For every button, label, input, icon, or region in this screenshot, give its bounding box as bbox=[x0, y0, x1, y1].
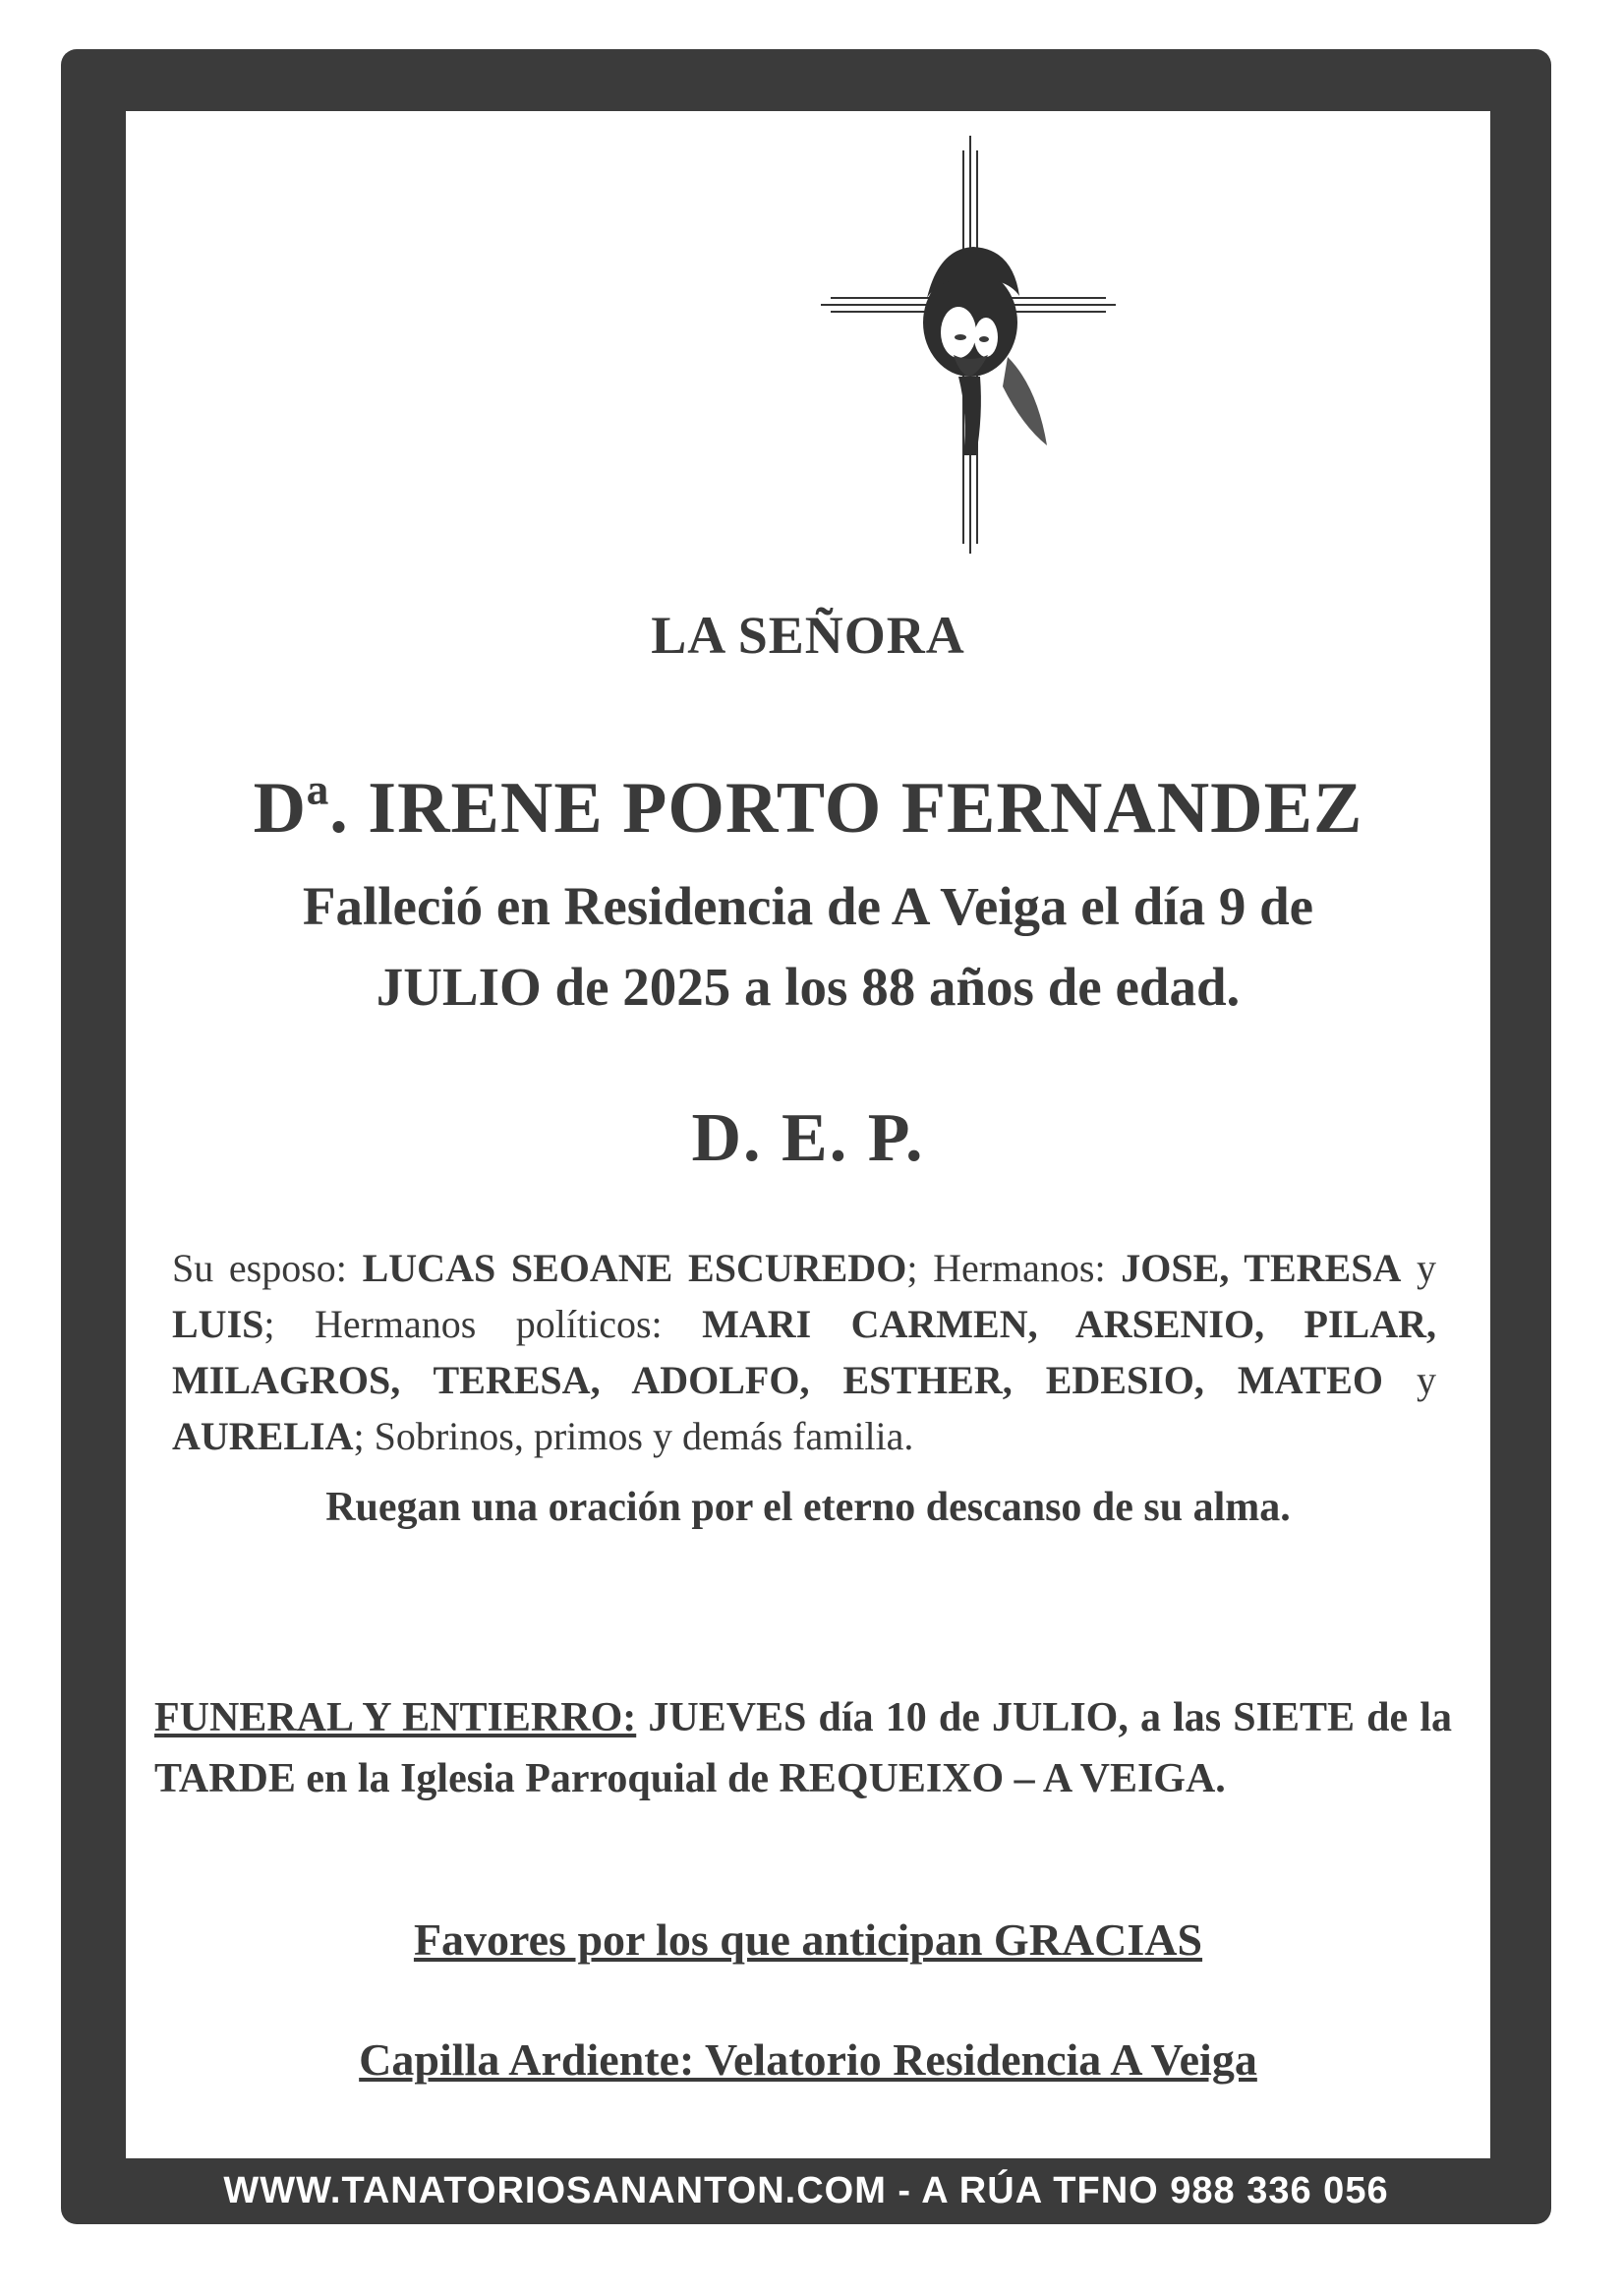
heading: LA SEÑORA bbox=[651, 606, 965, 665]
chapel-line: Capilla Ardiente: Velatorio Residencia A Veiga bbox=[359, 2034, 1257, 2085]
deceased-name: Dª. IRENE PORTO FERNANDEZ bbox=[253, 768, 1363, 849]
siblings-names: JOSE, TERESA bbox=[1121, 1246, 1402, 1290]
sibling-last-name: LUIS bbox=[172, 1302, 264, 1346]
footer-contact: WWW.TANATORIOSANANTON.COM - A RÚA TFNO 988 336 056 bbox=[223, 2170, 1389, 2211]
in-law-last-name: AURELIA bbox=[172, 1414, 354, 1458]
family-text: ; Hermanos: bbox=[906, 1246, 1122, 1290]
death-line-2: JULIO de 2025 a los 88 años de edad. bbox=[376, 957, 1241, 1017]
funeral-text: JUEVES día 10 de JULIO, a las SIETE de la TARDE en la Iglesia Parroquial de REQUEIXO – A VEIGA. bbox=[154, 1695, 1452, 1801]
thanks-line: Favores por los que anticipan GRACIAS bbox=[413, 1914, 1203, 1965]
crucifix-icon bbox=[811, 131, 1126, 563]
death-line-1: Falleció en Residencia de A Veiga el día 9 de bbox=[302, 876, 1314, 936]
family-paragraph bbox=[172, 1240, 1436, 1464]
family-text: ; Sobrinos, primos y demás familia. bbox=[353, 1414, 914, 1458]
family-text: ; Hermanos políticos: bbox=[263, 1302, 703, 1346]
prayer-line: Ruegan una oración por el eterno descanso de su alma. bbox=[325, 1485, 1291, 1530]
funeral-paragraph bbox=[154, 1687, 1452, 1809]
death-details bbox=[175, 866, 1441, 1028]
family-text: Su esposo: bbox=[172, 1246, 363, 1290]
in-laws-names: MARI CARMEN, ARSENIO, PILAR, MILAGROS, TERESA, ADOLFO, ESTHER, EDESIO, MATEO bbox=[172, 1302, 1436, 1402]
family-text: y bbox=[1401, 1246, 1437, 1290]
dep-abbreviation: D. E. P. bbox=[691, 1100, 925, 1176]
funeral-label: FUNERAL Y ENTIERRO: bbox=[154, 1695, 637, 1740]
notice-panel bbox=[126, 111, 1490, 2158]
family-text: y bbox=[1383, 1358, 1436, 1402]
spouse-name: LUCAS SEOANE ESCUREDO bbox=[362, 1246, 907, 1290]
